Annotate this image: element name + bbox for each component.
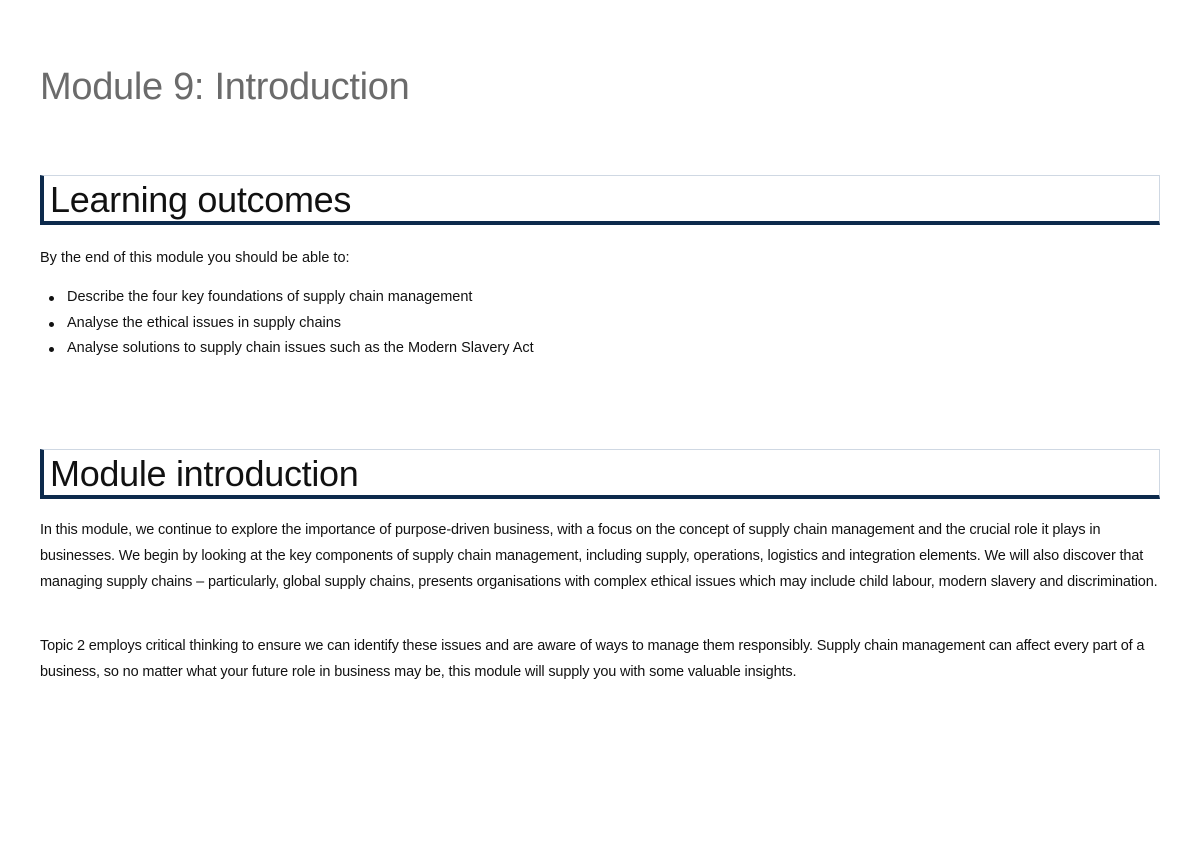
list-item-text: Describe the four key foundations of supply chain management [67,289,473,305]
list-item [40,285,534,311]
list-item [40,311,534,337]
list-item-text: Analyse solutions to supply chain issues such as the Modern Slavery Act [67,340,534,356]
module-introduction-heading-box [40,449,1160,499]
module-introduction-paragraph-1: In this module, we continue to explore the importance of purpose-driven business, with a focus on the concept of supply chain management and the crucial role it plays in businesses. We begin by looking at the key components of supply chain management, including supply, operations, logistics and integration elements. We will also discover that managing supply chains – particularly, global supply chains, presents organisations with complex ethical issues which may include child labour, modern slavery and discrimination. [40,522,1158,590]
learning-outcomes-heading: Learning outcomes [50,179,352,220]
list-item [40,336,534,362]
bullet-icon [49,322,54,327]
learning-outcomes-intro: By the end of this module you should be able to: [40,250,350,266]
bullet-icon [49,296,54,301]
page-title: Module 9: Introduction [40,66,410,108]
list-item-text: Analyse the ethical issues in supply chains [67,314,342,331]
learning-outcomes-heading-box [40,175,1160,225]
bullet-icon [49,347,54,352]
module-introduction-heading: Module introduction [50,453,359,494]
module-introduction-paragraph-2: Topic 2 employs critical thinking to ensure we can identify these issues and are aware of ways to manage them responsibly. Supply chain management can affect every part of a business, so no matter what your future role in business may be, this module will supply you with some valuable insights. [40,638,1145,680]
learning-outcomes-list [40,285,534,362]
